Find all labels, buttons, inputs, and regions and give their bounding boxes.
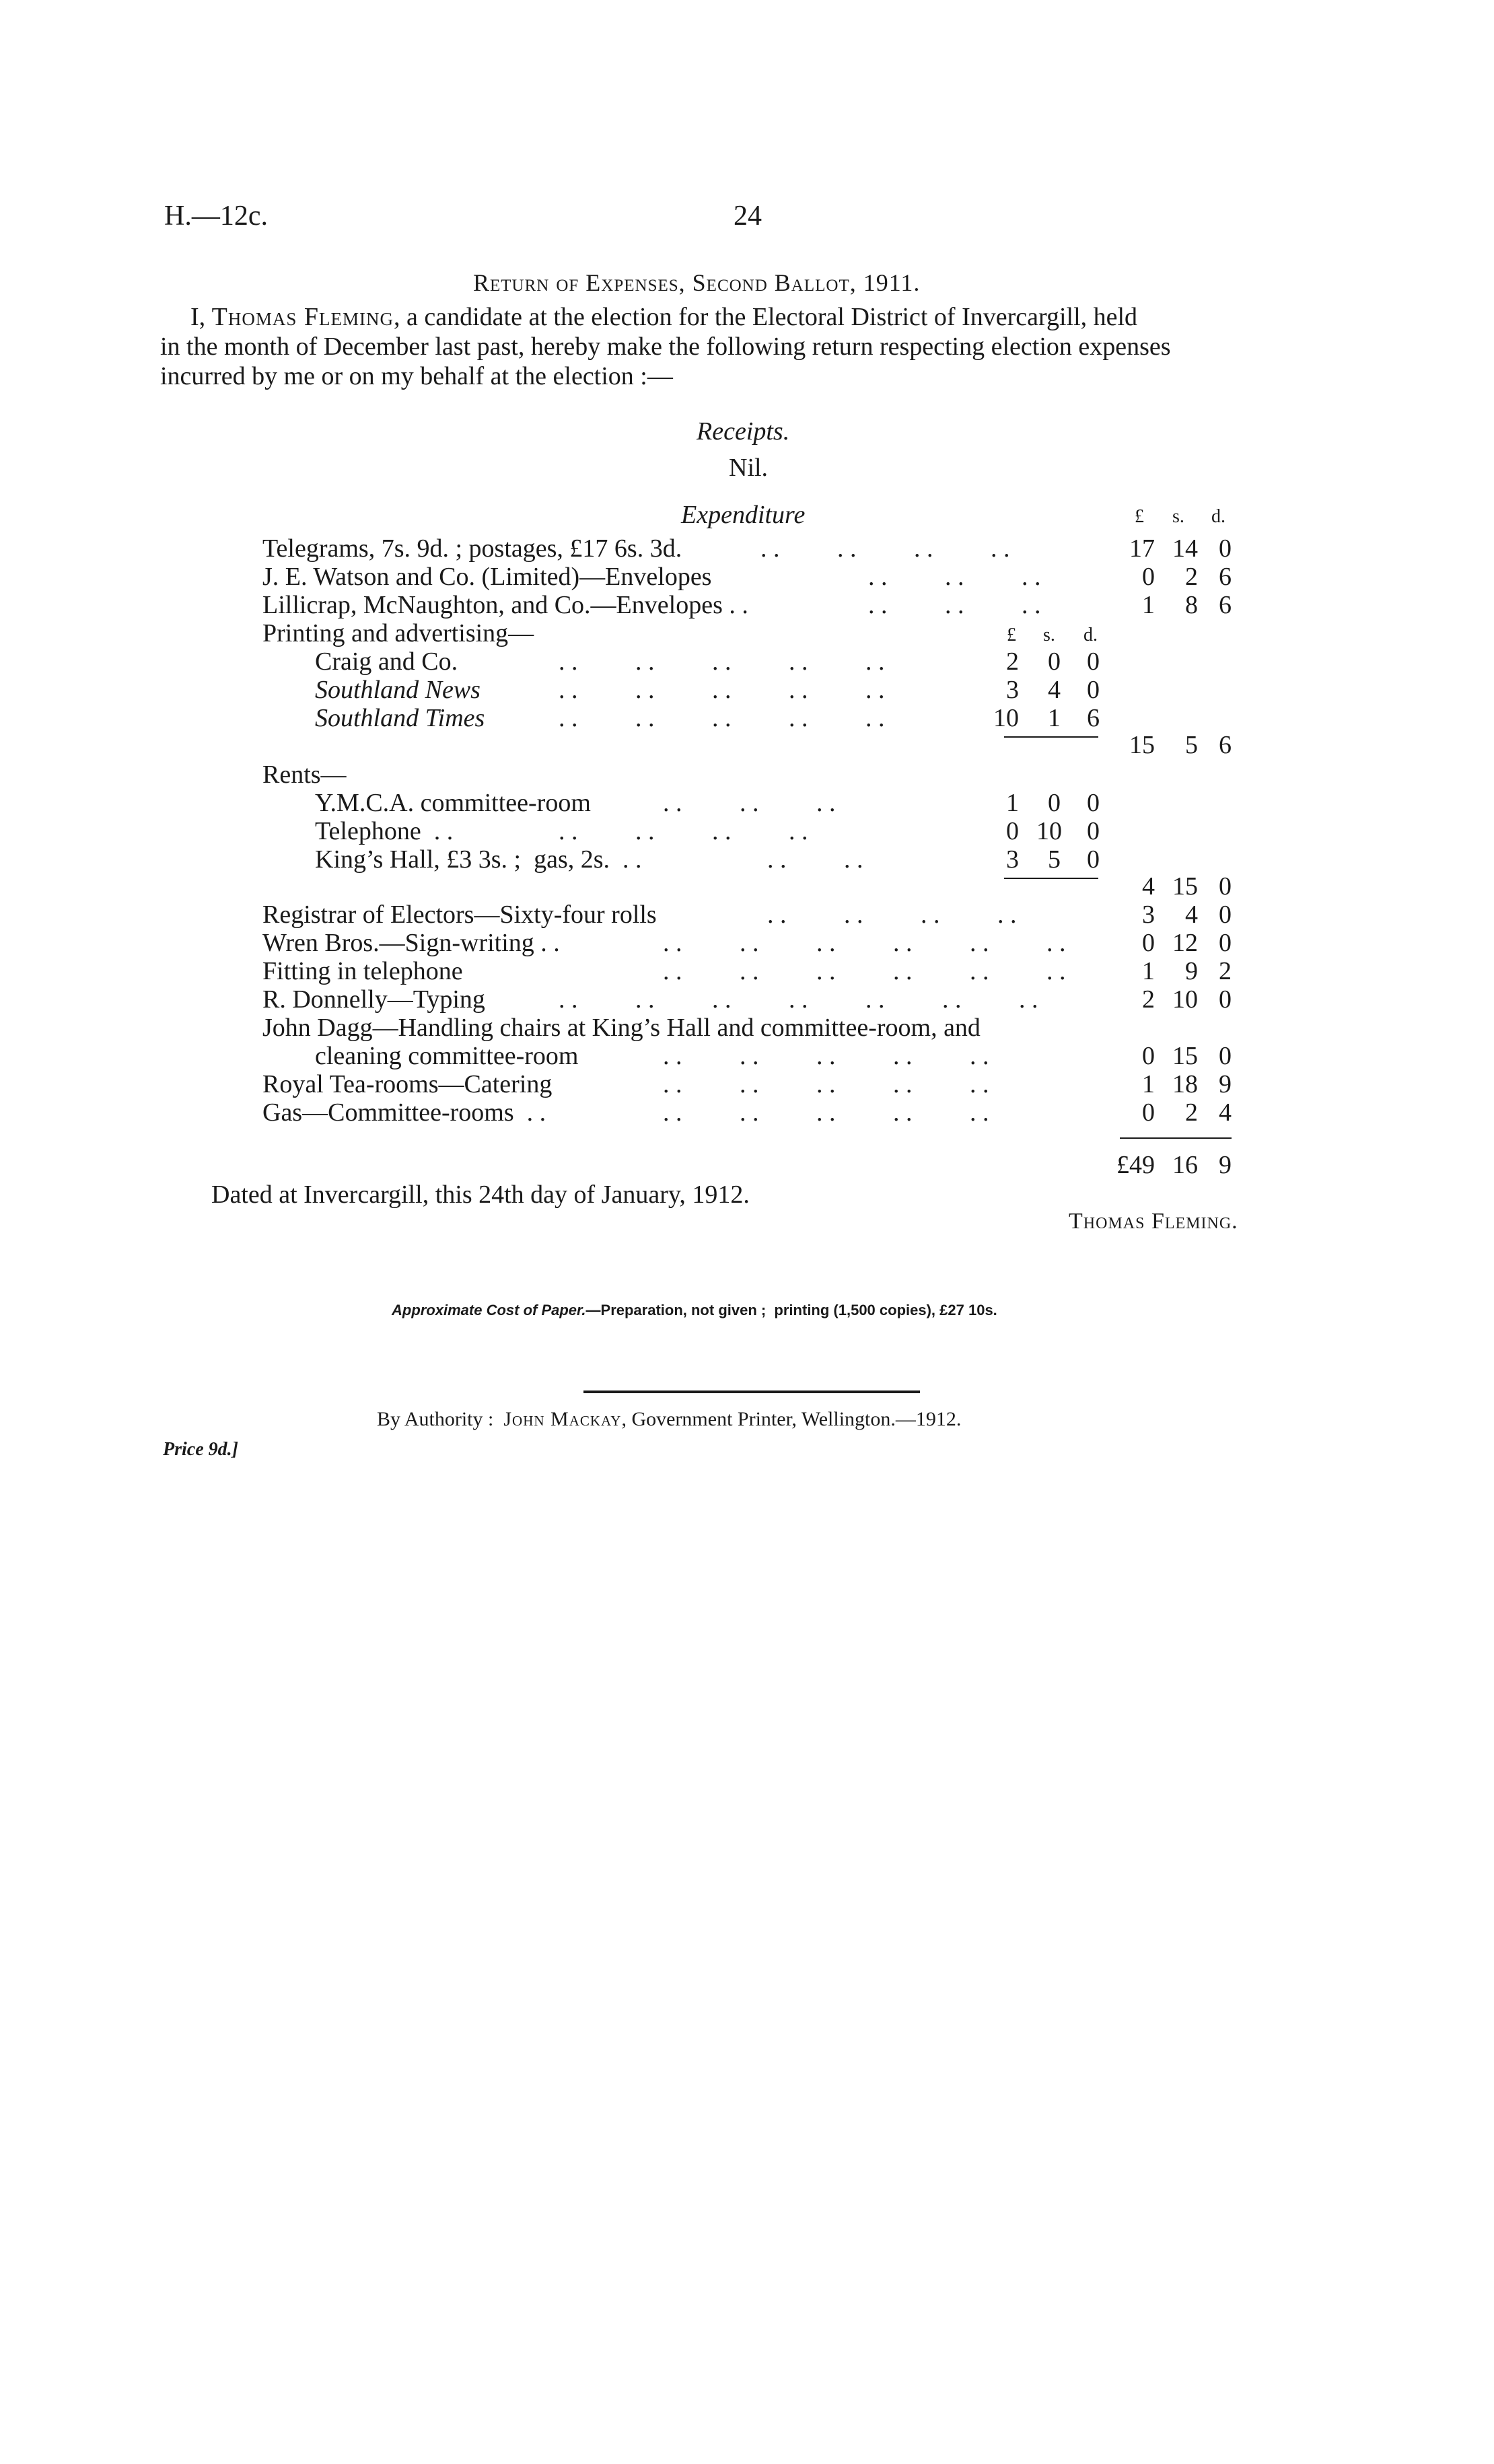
expenditure-heading: Expenditure	[681, 501, 806, 529]
row-label-dagg-line-2: cleaning committee-room	[315, 1042, 579, 1070]
subamount-pence: 0	[1087, 817, 1100, 845]
subcolumn-header-pence: d.	[1083, 625, 1098, 645]
subamount-shillings: 4	[1048, 676, 1061, 704]
intro-prefix: I,	[190, 303, 212, 331]
amount-pounds: 15	[1129, 731, 1155, 759]
leader-dots: . . . . . .	[663, 789, 836, 817]
amount-pounds: 1	[1142, 1070, 1155, 1098]
leader-dots: . . . . . . . . . .	[559, 647, 885, 676]
amount-pounds: 3	[1142, 901, 1155, 929]
leader-dots: . . . . . . . . . .	[559, 676, 885, 704]
authority-prefix: By Authority :	[377, 1408, 504, 1430]
amount-pence: 4	[1219, 1098, 1232, 1127]
amount-shillings: 15	[1172, 872, 1198, 901]
receipts-heading: Receipts.	[697, 417, 790, 446]
leader-dots: . . . . . . . . . .	[559, 704, 885, 732]
amount-pounds: 1	[1142, 957, 1155, 985]
subitem-label: Y.M.C.A. committee-room	[315, 789, 591, 817]
amount-pence: 0	[1219, 1042, 1232, 1070]
subamount-shillings: 0	[1048, 647, 1061, 676]
cost-note-label: Approximate Cost of Paper.	[392, 1302, 586, 1318]
price: Price 9d.]	[163, 1439, 238, 1460]
amount-shillings: 8	[1185, 591, 1198, 619]
document-title: Return of Expenses, Second Ballot, 1911.	[473, 269, 921, 296]
amount-shillings: 10	[1172, 985, 1198, 1014]
subcolumn-header-shillings: s.	[1043, 625, 1055, 645]
intro-line-2: in the month of December last past, hereby make the following return respecting election expenses	[160, 332, 1171, 361]
subitem-label: Telephone . .	[315, 817, 454, 845]
document-reference: H.—12c.	[164, 201, 268, 232]
printer-name: John Mackay	[503, 1408, 622, 1430]
subamount-pence: 0	[1087, 676, 1100, 704]
row-label-watson: J. E. Watson and Co. (Limited)—Envelopes	[262, 563, 712, 591]
row-label: Royal Tea-rooms—Catering	[262, 1070, 553, 1098]
row-label: Gas—Committee-rooms . .	[262, 1098, 546, 1127]
subtotal-rule	[1004, 736, 1098, 738]
authority-rule	[583, 1391, 920, 1393]
subamount-pence: 0	[1087, 647, 1100, 676]
subamount-pence: 6	[1087, 704, 1100, 732]
amount-pounds: 4	[1142, 872, 1155, 901]
leader-dots: . . . . . . . .	[767, 901, 1017, 929]
authority-line	[377, 1409, 961, 1430]
leader-dots: . . . . . . . . . .	[663, 1098, 989, 1127]
grand-total-pence: 9	[1219, 1151, 1232, 1179]
amount-pence: 9	[1219, 1070, 1232, 1098]
amount-pence: 6	[1219, 731, 1232, 759]
amount-pence: 2	[1219, 957, 1232, 985]
dated-line: Dated at Invercargill, this 24th day of January, 1912.	[211, 1181, 750, 1209]
amount-shillings: 2	[1185, 1098, 1198, 1127]
intro-line-1	[190, 304, 1137, 330]
subamount-pence: 0	[1087, 845, 1100, 874]
row-label: Registrar of Electors—Sixty-four rolls	[262, 901, 657, 929]
subamount-pounds: 1	[1006, 789, 1019, 817]
intro-suffix: , a candidate at the election for the Electoral District of Invercargill, held	[394, 303, 1138, 331]
authority-suffix: , Government Printer, Wellington.—1912.	[621, 1408, 962, 1430]
subitem-label: King’s Hall, £3 3s. ; gas, 2s. . .	[315, 845, 642, 874]
leader-dots: . . . . . .	[868, 563, 1041, 591]
intro-line-3: incurred by me or on my behalf at the election :—	[160, 362, 673, 390]
amount-pounds: 0	[1142, 563, 1155, 591]
leader-dots: . . . . . . . . . . . . . .	[559, 985, 1038, 1014]
group-label-rents: Rents—	[262, 761, 347, 789]
subamount-pounds: 0	[1006, 817, 1019, 845]
amount-pounds: 0	[1142, 929, 1155, 957]
row-label-lillicrap: Lillicrap, McNaughton, and Co.—Envelopes . .	[262, 591, 748, 619]
subamount-pounds: 2	[1006, 647, 1019, 676]
leader-dots: . . . .	[767, 845, 863, 874]
amount-shillings: 18	[1172, 1070, 1198, 1098]
subamount-shillings: 5	[1048, 845, 1061, 874]
cost-note-text: —Preparation, not given ; printing (1,500 copies), £27 10s.	[585, 1302, 997, 1318]
amount-shillings: 15	[1172, 1042, 1198, 1070]
row-label: Fitting in telephone	[262, 957, 463, 985]
leader-dots: . . . . . .	[868, 591, 1041, 619]
amount-pence: 0	[1219, 534, 1232, 563]
leader-dots: . . . . . . . . . . . .	[663, 957, 1066, 985]
page-number: 24	[734, 201, 762, 232]
leader-dots: . . . . . . . .	[760, 534, 1010, 563]
grand-total-pounds: £49	[1116, 1151, 1155, 1179]
subcolumn-header-pounds: £	[1007, 625, 1016, 645]
amount-shillings: 9	[1185, 957, 1198, 985]
group-label-printing: Printing and advertising—	[262, 619, 534, 647]
receipts-value: Nil.	[729, 454, 769, 482]
amount-pounds: 0	[1142, 1098, 1155, 1127]
amount-pence: 0	[1219, 929, 1232, 957]
amount-pence: 6	[1219, 591, 1232, 619]
subamount-pounds: 3	[1006, 676, 1019, 704]
amount-shillings: 2	[1185, 563, 1198, 591]
amount-pounds: 2	[1142, 985, 1155, 1014]
amount-pounds: 17	[1129, 534, 1155, 563]
candidate-name: Thomas Fleming	[211, 303, 394, 331]
leader-dots: . . . . . . . . . .	[663, 1070, 989, 1098]
subitem-label: Southland Times	[315, 704, 485, 732]
row-label-dagg-line-1: John Dagg—Handling chairs at King’s Hall and committee-room, and	[262, 1014, 981, 1042]
amount-pounds: 1	[1142, 591, 1155, 619]
row-label-telegrams: Telegrams, 7s. 9d. ; postages, £17 6s. 3d.	[262, 534, 682, 563]
amount-pence: 0	[1219, 901, 1232, 929]
subamount-pence: 0	[1087, 789, 1100, 817]
amount-pence: 0	[1219, 985, 1232, 1014]
subamount-pounds: 3	[1006, 845, 1019, 874]
total-rule	[1120, 1137, 1232, 1139]
subamount-pounds: 10	[993, 704, 1019, 732]
column-header-pounds: £	[1135, 506, 1144, 527]
column-header-pence: d.	[1211, 506, 1225, 527]
subamount-shillings: 0	[1048, 789, 1061, 817]
subitem-label: Craig and Co.	[315, 647, 458, 676]
grand-total-shillings: 16	[1172, 1151, 1198, 1179]
amount-pounds: 0	[1142, 1042, 1155, 1070]
row-label: R. Donnelly—Typing	[262, 985, 485, 1014]
amount-shillings: 4	[1185, 901, 1198, 929]
leader-dots: . . . . . . . . . .	[663, 1042, 989, 1070]
leader-dots: . . . . . . . .	[559, 817, 808, 845]
amount-pence: 6	[1219, 563, 1232, 591]
amount-shillings: 5	[1185, 731, 1198, 759]
column-header-shillings: s.	[1172, 506, 1184, 527]
row-label: Wren Bros.—Sign-writing . .	[262, 929, 560, 957]
subtotal-rule	[1004, 878, 1098, 879]
amount-shillings: 12	[1172, 929, 1198, 957]
subamount-shillings: 10	[1036, 817, 1062, 845]
amount-shillings: 14	[1172, 534, 1198, 563]
leader-dots: . . . . . . . . . . . .	[663, 929, 1066, 957]
subamount-shillings: 1	[1048, 704, 1061, 732]
amount-pence: 0	[1219, 872, 1232, 901]
signature: Thomas Fleming.	[1069, 1209, 1238, 1234]
subitem-label: Southland News	[315, 676, 481, 704]
cost-note	[392, 1303, 997, 1318]
